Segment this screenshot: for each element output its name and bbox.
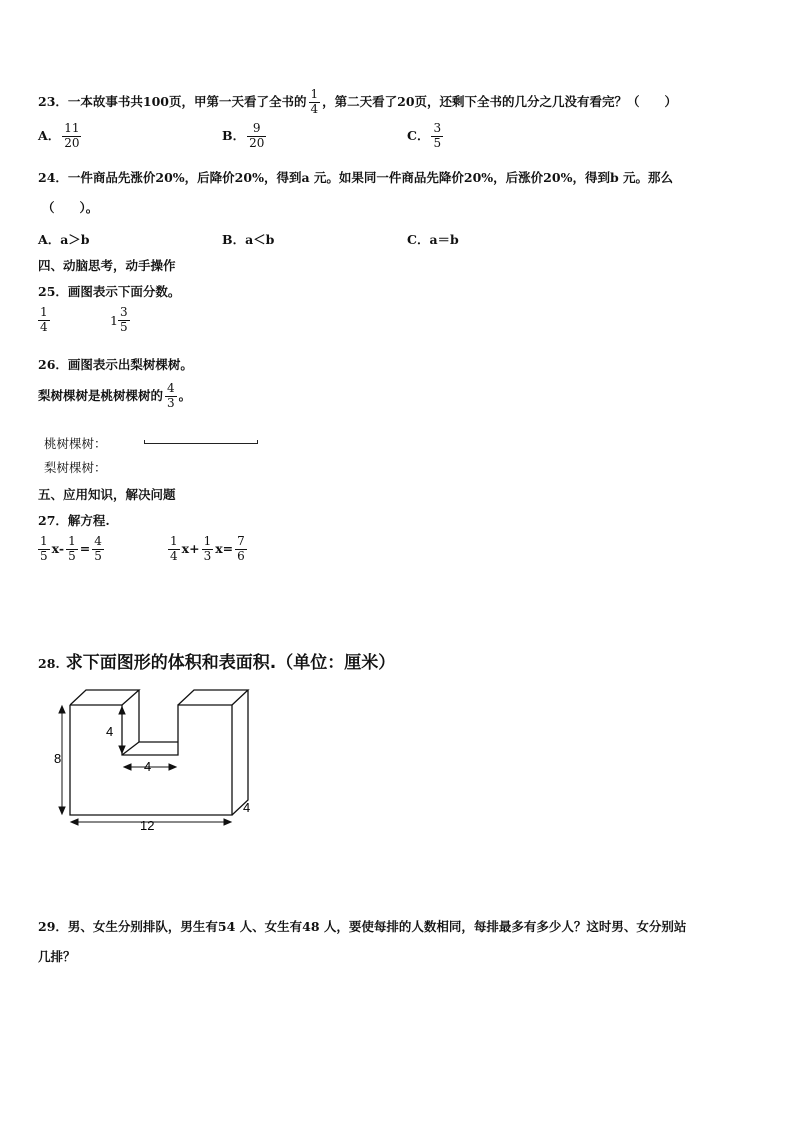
q24-option-b: B．a＜b: [222, 232, 275, 247]
q23-option-b-num: 9: [252, 121, 261, 135]
q23-option-c-num: 3: [433, 121, 442, 135]
eq1-b-num: 1: [68, 534, 76, 548]
q23-option-a-fraction: [62, 122, 81, 151]
right-side-face: [232, 690, 251, 815]
q23-option-a-label: A．: [38, 127, 61, 143]
q23-fraction-numerator: 1: [310, 87, 319, 101]
q28-text: 求下面图形的体积和表面积.（单位：厘米）: [65, 653, 396, 673]
q23-option-a: [38, 122, 83, 151]
q29-stem-line2: 几排？: [38, 949, 76, 964]
eq2-b-den: 3: [203, 548, 212, 563]
peach-tree-label: 桃树棵树：: [44, 436, 107, 451]
q23-option-b: [222, 122, 268, 151]
q26-fraction-num: 4: [167, 381, 175, 395]
q25-fraction-1-num: 1: [40, 305, 48, 319]
q26-sentence-text: 梨树棵树是桃树棵树的: [38, 387, 164, 403]
q26-sentence: [38, 382, 191, 411]
eq1-a-den: 5: [40, 548, 48, 563]
eq2-b-num: 1: [203, 534, 212, 548]
q25-mixed-den: 5: [119, 319, 128, 334]
q24-option-c: C．a＝b: [407, 232, 459, 247]
notch-depth-label: 4: [106, 724, 114, 739]
q28-stem: [38, 648, 395, 673]
q25-number: 25．: [38, 284, 68, 299]
q26-text: 画图表示出梨树棵树。: [67, 357, 193, 372]
pear-tree-label: 梨树棵树：: [44, 460, 107, 475]
left-pillar-top: [70, 690, 139, 705]
q26-fraction-den: 3: [167, 395, 175, 410]
q23-fraction-denominator: 4: [310, 101, 319, 116]
q27-number: 27．: [38, 513, 68, 528]
q23-option-a-den: 20: [64, 135, 80, 150]
q25-fraction-1: [36, 306, 52, 335]
eq1-op1: x-: [51, 540, 65, 556]
eq2-a-den: 4: [170, 548, 178, 563]
q23-option-a-num: 11: [64, 121, 80, 135]
eq2-a-num: 1: [170, 534, 178, 548]
length-label: 12: [140, 818, 155, 833]
height-label: 8: [54, 751, 62, 766]
q23-fraction: [309, 88, 321, 117]
q25-text: 画图表示下面分数。: [67, 284, 181, 299]
notch-floor: [122, 742, 178, 755]
q29-stem-line1: [38, 917, 686, 935]
q23-text-part1: 一本故事书共100页，甲第一天看了全书的: [67, 93, 307, 109]
q24-stem-line1: [38, 168, 673, 186]
eq1-op2: =: [79, 540, 91, 556]
q23-number: 23．: [38, 93, 68, 109]
depth-label: 4: [243, 800, 251, 815]
q25-mixed-whole: 1: [110, 312, 118, 328]
q23-option-b-den: 20: [249, 135, 265, 150]
eq1-c-den: 5: [94, 548, 102, 563]
notch-width-label: 4: [144, 759, 152, 774]
right-pillar-top: [178, 690, 248, 705]
q23-option-b-label: B．: [222, 127, 246, 143]
q24-stem-line2: （ ）。: [42, 200, 99, 215]
q26-stem: [38, 355, 193, 373]
q23-option-b-fraction: [247, 122, 266, 151]
q25-fraction-1-den: 4: [40, 319, 48, 334]
eq1-b-den: 5: [68, 548, 76, 563]
eq1-c-num: 4: [94, 534, 102, 548]
eq2-c-num: 7: [237, 534, 245, 548]
q27-text: 解方程.: [67, 513, 110, 528]
q25-stem: [38, 282, 180, 300]
q23-option-c-den: 5: [433, 135, 442, 150]
section-five-heading: 五、应用知识，解决问题: [38, 487, 176, 502]
q27-equation-1: [36, 535, 106, 564]
eq2-op2: x=: [215, 540, 234, 556]
eq2-op1: x+: [181, 540, 200, 556]
q26-sentence-end: 。: [178, 387, 192, 403]
q24-text-line1: 一件商品先涨价20%，后降价20%，得到a 元。如果同一件商品先降价20%，后涨价20%，得到b 元。那么: [67, 170, 674, 185]
u-shape-solid-figure: [40, 680, 280, 840]
peach-tree-segment: [144, 440, 258, 444]
q25-mixed-num: 3: [119, 305, 128, 319]
q25-mixed-number: [110, 306, 132, 335]
q23-option-c-fraction: [431, 122, 443, 151]
q26-number: 26．: [38, 357, 68, 372]
q28-number: 28.: [38, 656, 60, 671]
q23-text-part2: ，第二天看了20页，还剩下全书的几分之几没有看完？（ ）: [322, 93, 678, 109]
q27-equation-2: [166, 535, 249, 564]
q29-text-line1: 男、女生分别排队，男生有54 人、女生有48 人，要使每排的人数相同，每排最多有多少人？这时男、女分别站: [67, 919, 687, 934]
q23-option-c: [407, 122, 445, 151]
eq2-c-den: 6: [237, 548, 245, 563]
q24-option-a: A．a＞b: [38, 232, 90, 247]
q29-number: 29．: [38, 919, 68, 934]
eq1-a-num: 1: [40, 534, 48, 548]
q24-number: 24．: [38, 170, 68, 185]
q23-option-c-label: C．: [407, 127, 430, 143]
q27-stem: [38, 511, 110, 529]
q23-stem: [38, 88, 677, 117]
section-four-heading: 四、动脑思考，动手操作: [38, 258, 176, 273]
